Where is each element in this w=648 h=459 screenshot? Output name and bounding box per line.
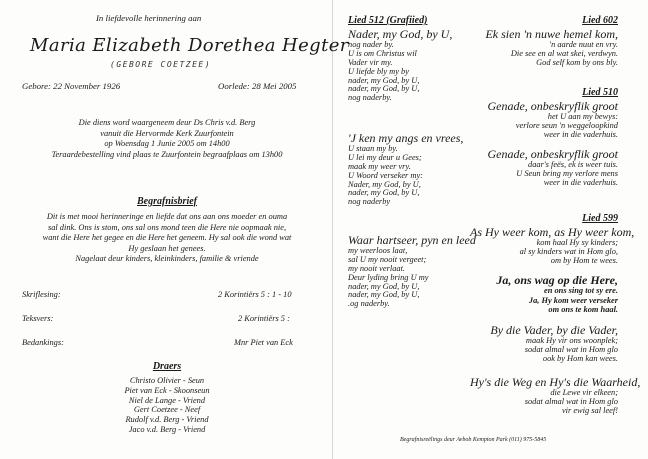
service-details: [22, 118, 312, 160]
song-verse: [470, 375, 641, 416]
verse-line: om by Hom te wees.: [550, 255, 618, 265]
verse-line: U Seun bring my verlore mens: [516, 168, 618, 178]
letter-line: sal dink. Ons is stom, ons sal ons mond teen die Here nie oopmaak nie,: [47, 222, 287, 232]
verse-line: U is om Christus wil: [348, 48, 417, 58]
verse-line: As Hy weer kom, as Hy weer kom,: [470, 225, 635, 239]
song-verse: [470, 225, 635, 266]
bearer-item: Rudolf v.d. Berg - Vriend: [125, 415, 209, 425]
intro-text: In liefdevolle herinnering aan: [96, 13, 202, 23]
bearer-item: Jaco v.d. Berg - Vriend: [128, 424, 206, 434]
verse-line: nader, my God, by U,: [348, 84, 420, 94]
service-line: Die diens word waargeneem deur Ds Chris v.d. Berg: [78, 118, 256, 127]
verse-line: nog nader by.: [348, 39, 394, 49]
verse-line: Vader vir my.: [348, 57, 393, 67]
verse-line: Deur lyding bring U my: [348, 272, 429, 282]
program-value: 2 Korintiërs 5 :: [238, 314, 290, 323]
song-verse: [470, 147, 618, 188]
verse-line: vir ewig sal leef!: [561, 405, 618, 415]
letter-title: Begrafnisbrief: [137, 196, 197, 207]
verse-line: Ja, Hy kom weer verseker: [528, 295, 618, 305]
verse-line: daar's feës, ek is weer tuis.: [528, 159, 618, 169]
song-verse: [470, 323, 618, 364]
footer-note: Begrafnisreëlings deur Avbob Kempton Park (011) 975-5845: [400, 437, 547, 443]
verse-line: het U aan my bewys:: [547, 111, 618, 121]
verse-line: my nooit verlaat.: [348, 263, 405, 273]
bearer-item: Piet van Eck - Skoonseun: [124, 385, 210, 395]
program-value: Mnr Piet van Eck: [234, 338, 293, 347]
letter-line: Nagelaat deur kinders, kleinkinders, familie & vriende: [75, 254, 259, 264]
verse-line: Genade, onbeskryflik groot: [487, 147, 618, 161]
song-verse: [470, 99, 618, 140]
verse-line: maak Hy vir ons woonplek;: [525, 335, 618, 345]
song-title: Lied 599: [582, 213, 618, 224]
verse-line: maak my weer vry.: [348, 161, 411, 171]
verse-line: Ek sien 'n nuwe hemel kom,: [485, 27, 618, 41]
verse-line: sodat almal wat in Hom glo: [524, 344, 618, 354]
verse-line: nader, my God, by U,: [348, 281, 420, 291]
song-title: Lied 510: [582, 87, 618, 98]
verse-line: 'J ken my angs en vrees,: [348, 131, 464, 145]
verse-line: U Woord verseker my:: [348, 170, 423, 180]
bearers-title: Draers: [152, 361, 182, 372]
verse-line: God self kom by ons bly.: [536, 57, 618, 67]
bearer-item: Niel de Lange - Vriend: [128, 395, 206, 405]
verse-line: Nader, my God, by U,: [348, 27, 453, 41]
verse-line: sodat almal wat in Hom glo: [524, 396, 618, 406]
verse-line: Ja, ons wag op die Here,: [496, 273, 618, 287]
born-date: Gebore: 22 November 1926: [22, 81, 121, 91]
letter-line: Dit is met mooi herinneringe en liefde dat ons aan ons moeder en ouma: [46, 212, 288, 221]
letter-line: want die Here het gegee en die Here het geneem. Hy sal ook die wond wat: [42, 233, 292, 243]
verse-line: al sy kinders wat in Hom glo,: [519, 246, 618, 256]
verse-line: nog naderby: [348, 197, 391, 207]
verse-line: nader, my God, by U,: [348, 290, 420, 300]
verse-line: U staan my by.: [348, 143, 398, 153]
verse-line: verlore seun 'n weggeloopkind: [515, 120, 618, 130]
song-verse: [470, 27, 618, 68]
verse-line: Die see en al wat skei, verdwyn.: [510, 48, 618, 58]
deceased-name: Maria Elizabeth Dorethea Hegter: [30, 35, 349, 56]
verse-line: Nader, my God, by U,: [348, 179, 421, 189]
song-verse: [348, 233, 476, 309]
verse-line: en ons sing tot sy ere.: [544, 286, 618, 296]
program-label: Teksvers:: [22, 314, 54, 323]
verse-line: Genade, onbeskryflik groot: [487, 99, 618, 113]
verse-line: sal U my nooit vergeet;: [348, 254, 427, 264]
song-title: Lied 602: [582, 15, 618, 26]
song-chorus: [470, 273, 618, 315]
verse-line: weer in die vaderhuis.: [543, 177, 618, 187]
verse-line: om ons te kom haal.: [548, 305, 618, 315]
bearer-item: Christo Olivier - Seun: [129, 376, 205, 385]
verse-line: By die Vader, by die Vader,: [490, 323, 618, 337]
program-label: Skriflesing:: [22, 290, 61, 299]
verse-line: 'n aarde nuut en vry.: [549, 39, 618, 49]
program-label: Bedankings:: [22, 338, 64, 347]
verse-line: nader, my God, by U,: [348, 75, 420, 85]
verse-line: weer in die vaderhuis.: [543, 129, 618, 139]
verse-line: ook by Hom kan wees.: [542, 353, 618, 363]
verse-line: Hy's die Weg en Hy's die Waarheid,: [470, 375, 641, 389]
verse-line: U lei my deur u Gees;: [348, 152, 422, 162]
letter-line: Hy geslaan het genees.: [128, 243, 206, 253]
service-line: Teraardebestelling vind plaas te Zuurfontein begraafplaas om 13h00: [51, 149, 283, 159]
verse-line: Waar hartseer, pyn en leed: [348, 233, 476, 247]
died-date: Oorlede: 28 Mei 2005: [218, 81, 297, 91]
verse-line: kom haal Hy sy kinders;: [536, 237, 618, 247]
program-value: 2 Korintiërs 5 : 1 - 10: [218, 290, 292, 299]
song-verse: [348, 131, 464, 207]
verse-line: nader, my God, by U,: [348, 188, 420, 198]
verse-line: U liefde bly my by: [348, 66, 409, 76]
fold-line: [332, 0, 333, 459]
bearer-item: Gert Coetzee - Neef: [133, 405, 201, 415]
song-verse: [348, 27, 453, 103]
song-title: Lied 512 (Grafiied): [348, 15, 428, 26]
bearers-list: [22, 376, 312, 435]
verse-line: nog naderby.: [348, 93, 392, 103]
service-line: vanuit die Hervormde Kerk Zuurfontein: [100, 128, 234, 138]
verse-line: die Lewe vir elkeen;: [550, 387, 618, 397]
service-line: op Woensdag 1 Junie 2005 om 14h00: [104, 139, 230, 148]
verse-line: my weerloos laat,: [348, 245, 408, 255]
verse-line: .og naderby.: [348, 299, 390, 309]
letter-body: [18, 212, 316, 265]
maiden-name-note: (GEBORE COETZEE): [110, 60, 212, 69]
